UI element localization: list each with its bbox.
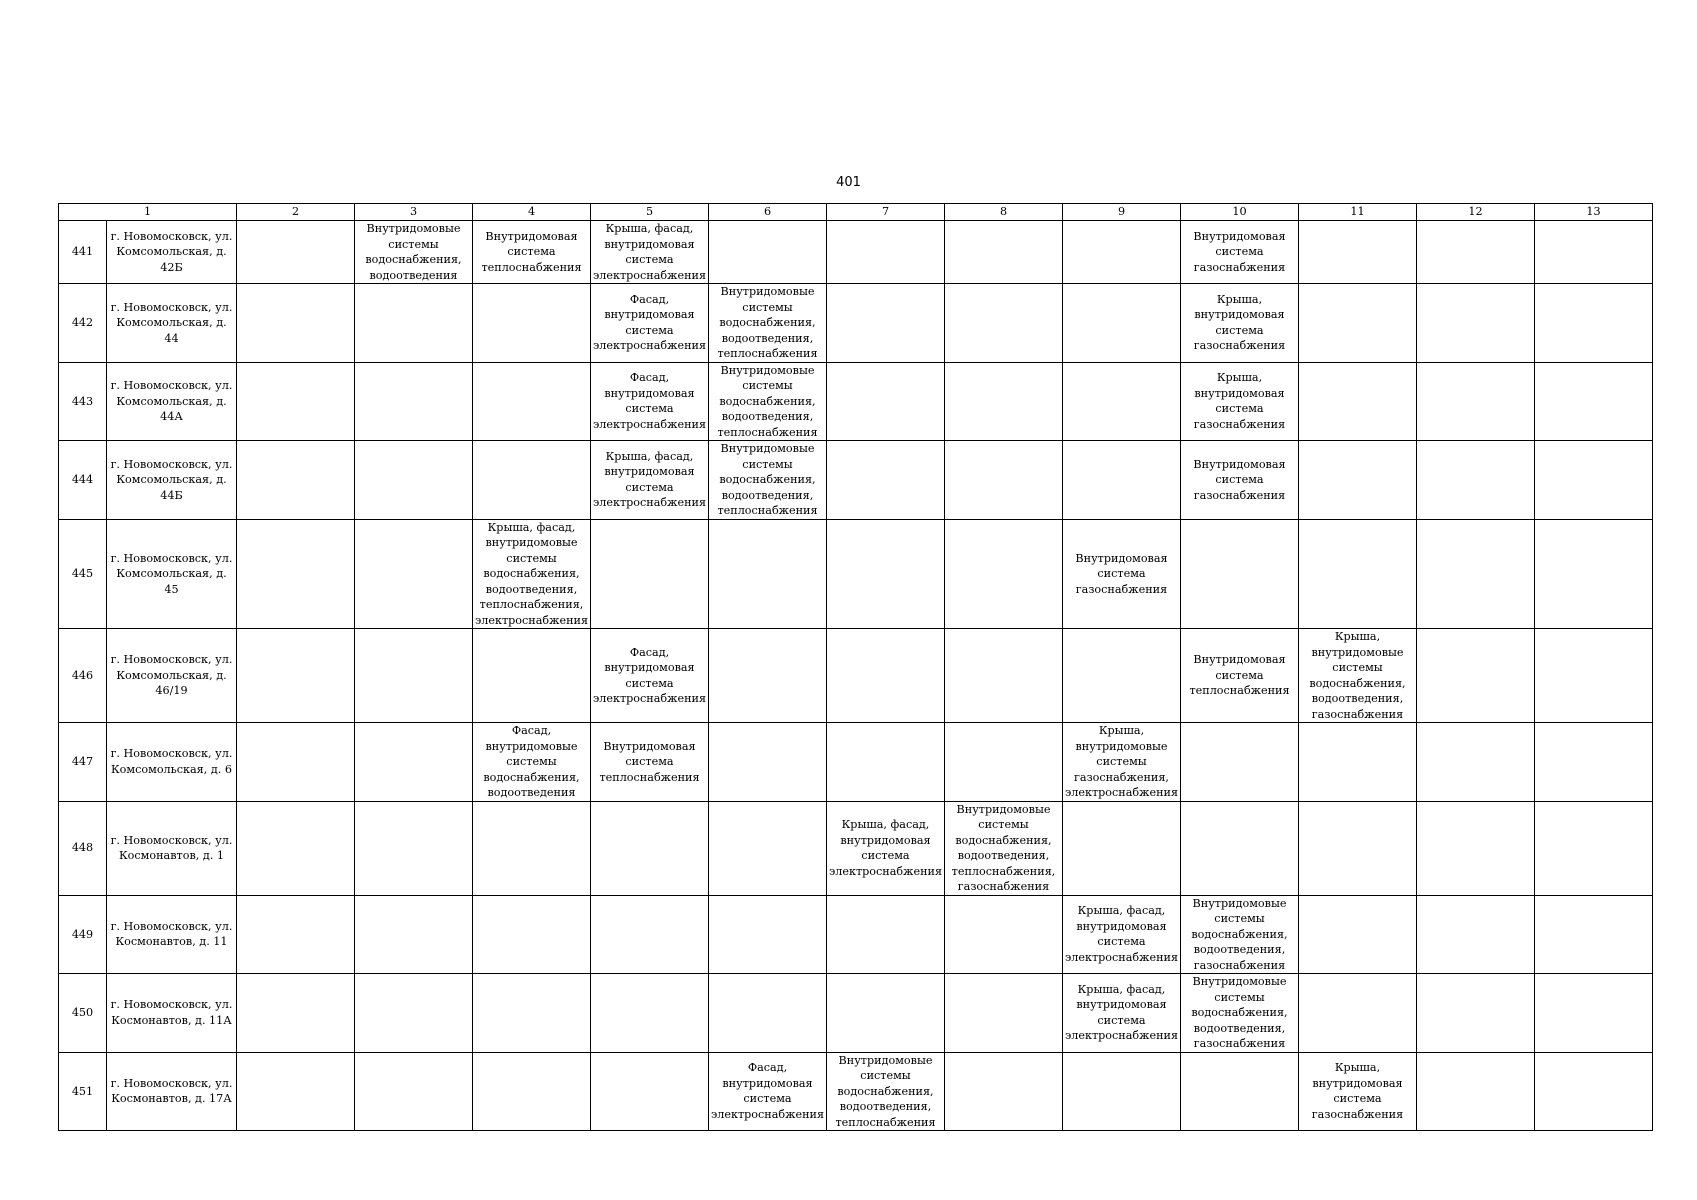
work-cell-col-2 xyxy=(237,284,355,363)
work-cell-col-11 xyxy=(1299,221,1417,284)
row-number: 441 xyxy=(59,221,107,284)
work-cell-col-12 xyxy=(1417,974,1535,1053)
row-number: 450 xyxy=(59,974,107,1053)
work-cell-col-11 xyxy=(1299,284,1417,363)
row-number: 444 xyxy=(59,441,107,520)
address-cell: г. Новомосковск, ул. Комсомольская, д. 42Б xyxy=(107,221,237,284)
work-cell-col-5 xyxy=(591,1052,709,1131)
work-cell-col-11 xyxy=(1299,801,1417,895)
work-cell-col-4 xyxy=(473,362,591,441)
work-cell-col-12 xyxy=(1417,723,1535,802)
column-header-10: 10 xyxy=(1181,204,1299,221)
work-cell-col-4 xyxy=(473,1052,591,1131)
column-header-12: 12 xyxy=(1417,204,1535,221)
column-header-3: 3 xyxy=(355,204,473,221)
address-cell: г. Новомосковск, ул. Комсомольская, д. 44Б xyxy=(107,441,237,520)
work-cell-col-10: Внутридомовые системы водоснабжения, водоотведения, газоснабжения xyxy=(1181,974,1299,1053)
work-cell-col-10: Внутридомовая система газоснабжения xyxy=(1181,441,1299,520)
work-cell-col-10 xyxy=(1181,723,1299,802)
table-row xyxy=(59,801,1653,895)
work-cell-col-12 xyxy=(1417,1052,1535,1131)
work-cell-col-8 xyxy=(945,362,1063,441)
work-cell-col-10: Крыша, внутридомовая система газоснабжения xyxy=(1181,362,1299,441)
work-cell-col-7 xyxy=(827,895,945,974)
work-cell-col-3 xyxy=(355,441,473,520)
work-cell-col-2 xyxy=(237,441,355,520)
row-number: 449 xyxy=(59,895,107,974)
work-cell-col-6 xyxy=(709,221,827,284)
column-header-13: 13 xyxy=(1535,204,1653,221)
work-cell-col-7 xyxy=(827,284,945,363)
work-cell-col-4: Крыша, фасад, внутридомовые системы водоснабжения, водоотведения, теплоснабжения, электроснабжения xyxy=(473,519,591,629)
work-cell-col-2 xyxy=(237,974,355,1053)
work-cell-col-6 xyxy=(709,895,827,974)
work-cell-col-10: Крыша, внутридомовая система газоснабжения xyxy=(1181,284,1299,363)
work-cell-col-2 xyxy=(237,895,355,974)
work-cell-col-6: Внутридомовые системы водоснабжения, водоотведения, теплоснабжения xyxy=(709,441,827,520)
work-cell-col-5: Фасад, внутридомовая система электроснабжения xyxy=(591,629,709,723)
column-header-1: 1 xyxy=(59,204,237,221)
work-cell-col-5: Внутридомовая система теплоснабжения xyxy=(591,723,709,802)
work-cell-col-9: Крыша, фасад, внутридомовая система электроснабжения xyxy=(1063,974,1181,1053)
work-cell-col-2 xyxy=(237,221,355,284)
work-cell-col-11 xyxy=(1299,519,1417,629)
work-cell-col-11 xyxy=(1299,723,1417,802)
work-cell-col-13 xyxy=(1535,441,1653,520)
work-cell-col-12 xyxy=(1417,284,1535,363)
column-header-5: 5 xyxy=(591,204,709,221)
table-row xyxy=(59,221,1653,284)
work-cell-col-3 xyxy=(355,974,473,1053)
column-header-7: 7 xyxy=(827,204,945,221)
work-cell-col-8 xyxy=(945,895,1063,974)
address-cell: г. Новомосковск, ул. Космонавтов, д. 11 xyxy=(107,895,237,974)
work-cell-col-2 xyxy=(237,519,355,629)
table-body xyxy=(59,221,1653,1131)
work-cell-col-3 xyxy=(355,362,473,441)
work-cell-col-9 xyxy=(1063,284,1181,363)
table-row xyxy=(59,284,1653,363)
work-cell-col-10: Внутридомовая система газоснабжения xyxy=(1181,221,1299,284)
work-cell-col-12 xyxy=(1417,221,1535,284)
table-row xyxy=(59,723,1653,802)
work-cell-col-2 xyxy=(237,1052,355,1131)
work-cell-col-13 xyxy=(1535,284,1653,363)
work-cell-col-5 xyxy=(591,801,709,895)
work-cell-col-5: Фасад, внутридомовая система электроснабжения xyxy=(591,362,709,441)
work-cell-col-8: Внутридомовые системы водоснабжения, водоотведения, теплоснабжения, газоснабжения xyxy=(945,801,1063,895)
work-cell-col-8 xyxy=(945,441,1063,520)
column-header-8: 8 xyxy=(945,204,1063,221)
table-row xyxy=(59,974,1653,1053)
work-cell-col-8 xyxy=(945,629,1063,723)
work-cell-col-4 xyxy=(473,441,591,520)
work-cell-col-10 xyxy=(1181,519,1299,629)
work-cell-col-2 xyxy=(237,362,355,441)
work-cell-col-13 xyxy=(1535,801,1653,895)
work-cell-col-3: Внутридомовые системы водоснабжения, водоотведения xyxy=(355,221,473,284)
work-cell-col-7 xyxy=(827,519,945,629)
work-cell-col-9 xyxy=(1063,362,1181,441)
work-cell-col-9: Внутридомовая система газоснабжения xyxy=(1063,519,1181,629)
work-cell-col-8 xyxy=(945,284,1063,363)
work-cell-col-4: Фасад, внутридомовые системы водоснабжения, водоотведения xyxy=(473,723,591,802)
row-number: 442 xyxy=(59,284,107,363)
work-cell-col-4 xyxy=(473,895,591,974)
work-cell-col-4 xyxy=(473,801,591,895)
work-cell-col-7 xyxy=(827,362,945,441)
row-number: 448 xyxy=(59,801,107,895)
work-cell-col-5 xyxy=(591,519,709,629)
work-cell-col-6 xyxy=(709,974,827,1053)
row-number: 451 xyxy=(59,1052,107,1131)
work-cell-col-13 xyxy=(1535,362,1653,441)
address-cell: г. Новомосковск, ул. Космонавтов, д. 17А xyxy=(107,1052,237,1131)
work-cell-col-9 xyxy=(1063,801,1181,895)
address-cell: г. Новомосковск, ул. Комсомольская, д. 6 xyxy=(107,723,237,802)
work-cell-col-5: Крыша, фасад, внутридомовая система электроснабжения xyxy=(591,441,709,520)
work-cell-col-5: Крыша, фасад, внутридомовая система электроснабжения xyxy=(591,221,709,284)
work-cell-col-8 xyxy=(945,519,1063,629)
table-row xyxy=(59,895,1653,974)
row-number: 446 xyxy=(59,629,107,723)
work-cell-col-9 xyxy=(1063,221,1181,284)
work-cell-col-12 xyxy=(1417,895,1535,974)
column-header-2: 2 xyxy=(237,204,355,221)
work-cell-col-11 xyxy=(1299,974,1417,1053)
work-cell-col-6: Внутридомовые системы водоснабжения, водоотведения, теплоснабжения xyxy=(709,284,827,363)
work-cell-col-5: Фасад, внутридомовая система электроснабжения xyxy=(591,284,709,363)
table-row xyxy=(59,1052,1653,1131)
page-number: 401 xyxy=(836,175,861,190)
work-cell-col-13 xyxy=(1535,974,1653,1053)
work-cell-col-4: Внутридомовая система теплоснабжения xyxy=(473,221,591,284)
header-row xyxy=(59,204,1653,221)
work-cell-col-11 xyxy=(1299,362,1417,441)
work-cell-col-2 xyxy=(237,723,355,802)
work-cell-col-9: Крыша, внутридомовые системы газоснабжения, электроснабжения xyxy=(1063,723,1181,802)
row-number: 443 xyxy=(59,362,107,441)
work-cell-col-12 xyxy=(1417,801,1535,895)
column-header-4: 4 xyxy=(473,204,591,221)
work-cell-col-3 xyxy=(355,1052,473,1131)
work-cell-col-11 xyxy=(1299,895,1417,974)
work-cell-col-2 xyxy=(237,629,355,723)
work-cell-col-8 xyxy=(945,1052,1063,1131)
column-header-9: 9 xyxy=(1063,204,1181,221)
work-cell-col-7: Внутридомовые системы водоснабжения, водоотведения, теплоснабжения xyxy=(827,1052,945,1131)
work-cell-col-4 xyxy=(473,284,591,363)
work-cell-col-8 xyxy=(945,723,1063,802)
work-cell-col-13 xyxy=(1535,723,1653,802)
work-cell-col-9 xyxy=(1063,629,1181,723)
work-cell-col-8 xyxy=(945,221,1063,284)
work-cell-col-3 xyxy=(355,519,473,629)
table-row xyxy=(59,441,1653,520)
work-cell-col-11 xyxy=(1299,441,1417,520)
work-cell-col-3 xyxy=(355,801,473,895)
work-cell-col-3 xyxy=(355,284,473,363)
work-cell-col-11: Крыша, внутридомовая система газоснабжения xyxy=(1299,1052,1417,1131)
work-cell-col-6 xyxy=(709,801,827,895)
work-cell-col-12 xyxy=(1417,362,1535,441)
work-cell-col-7 xyxy=(827,629,945,723)
column-header-6: 6 xyxy=(709,204,827,221)
work-cell-col-7 xyxy=(827,974,945,1053)
work-cell-col-5 xyxy=(591,895,709,974)
address-cell: г. Новомосковск, ул. Космонавтов, д. 1 xyxy=(107,801,237,895)
address-cell: г. Новомосковск, ул. Комсомольская, д. 44А xyxy=(107,362,237,441)
work-cell-col-10 xyxy=(1181,1052,1299,1131)
work-cell-col-13 xyxy=(1535,221,1653,284)
table-row xyxy=(59,362,1653,441)
work-cell-col-12 xyxy=(1417,629,1535,723)
work-cell-col-2 xyxy=(237,801,355,895)
work-cell-col-12 xyxy=(1417,441,1535,520)
work-cell-col-9 xyxy=(1063,1052,1181,1131)
work-cell-col-13 xyxy=(1535,1052,1653,1131)
address-cell: г. Новомосковск, ул. Комсомольская, д. 45 xyxy=(107,519,237,629)
work-cell-col-6: Фасад, внутридомовая система электроснабжения xyxy=(709,1052,827,1131)
work-cell-col-11: Крыша, внутридомовые системы водоснабжения, водоотведения, газоснабжения xyxy=(1299,629,1417,723)
work-schedule-table xyxy=(58,203,1653,1131)
work-cell-col-10: Внутридомовые системы водоснабжения, водоотведения, газоснабжения xyxy=(1181,895,1299,974)
work-cell-col-7 xyxy=(827,441,945,520)
work-cell-col-6 xyxy=(709,723,827,802)
work-cell-col-13 xyxy=(1535,895,1653,974)
work-cell-col-13 xyxy=(1535,519,1653,629)
work-cell-col-6 xyxy=(709,629,827,723)
work-cell-col-7: Крыша, фасад, внутридомовая система электроснабжения xyxy=(827,801,945,895)
work-cell-col-10 xyxy=(1181,801,1299,895)
work-cell-col-3 xyxy=(355,629,473,723)
table-header xyxy=(59,204,1653,221)
work-cell-col-9 xyxy=(1063,441,1181,520)
work-cell-col-8 xyxy=(945,974,1063,1053)
address-cell: г. Новомосковск, ул. Комсомольская, д. 46/19 xyxy=(107,629,237,723)
work-cell-col-13 xyxy=(1535,629,1653,723)
row-number: 445 xyxy=(59,519,107,629)
row-number: 447 xyxy=(59,723,107,802)
work-cell-col-6: Внутридомовые системы водоснабжения, водоотведения, теплоснабжения xyxy=(709,362,827,441)
work-cell-col-7 xyxy=(827,723,945,802)
work-cell-col-3 xyxy=(355,895,473,974)
work-cell-col-5 xyxy=(591,974,709,1053)
work-cell-col-7 xyxy=(827,221,945,284)
column-header-11: 11 xyxy=(1299,204,1417,221)
table-row xyxy=(59,519,1653,629)
work-cell-col-3 xyxy=(355,723,473,802)
work-cell-col-10: Внутридомовая система теплоснабжения xyxy=(1181,629,1299,723)
work-cell-col-9: Крыша, фасад, внутридомовая система электроснабжения xyxy=(1063,895,1181,974)
address-cell: г. Новомосковск, ул. Комсомольская, д. 44 xyxy=(107,284,237,363)
work-cell-col-12 xyxy=(1417,519,1535,629)
work-cell-col-6 xyxy=(709,519,827,629)
table-row xyxy=(59,629,1653,723)
address-cell: г. Новомосковск, ул. Космонавтов, д. 11А xyxy=(107,974,237,1053)
work-cell-col-4 xyxy=(473,974,591,1053)
work-cell-col-4 xyxy=(473,629,591,723)
